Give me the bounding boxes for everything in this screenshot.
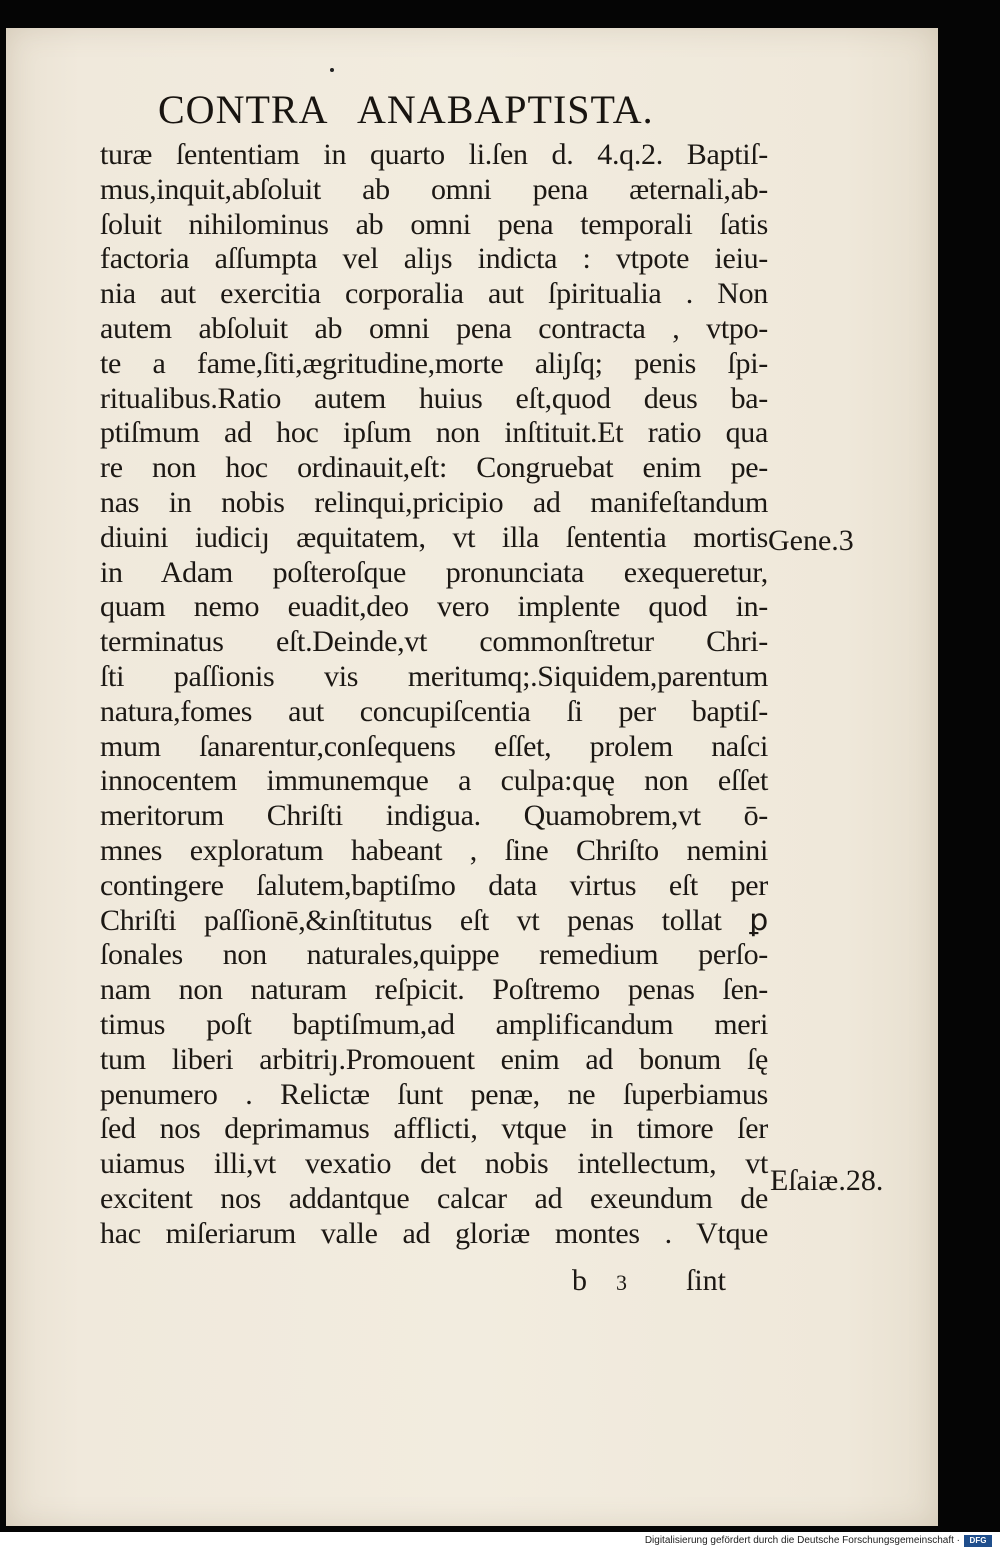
margin-note-esaiae: Eſaiæ.28. bbox=[770, 1164, 884, 1197]
text-line: excitent nos addantque calcar ad exeundum de bbox=[100, 1181, 768, 1215]
body-text bbox=[100, 138, 768, 1252]
text-line: diuini iudiciȷ æquitatem, vt illa ſententia mortis bbox=[100, 520, 768, 554]
book-page bbox=[6, 28, 938, 1526]
text-line: ſonales non naturales,quippe remedium perſo- bbox=[100, 938, 768, 972]
text-line: innocentem immunemque a culpa:quę non eſſet bbox=[100, 764, 768, 798]
signature-line bbox=[572, 1264, 726, 1298]
text-line: ſed nos deprimamus afflicti, vtque in timore ſer bbox=[100, 1112, 768, 1146]
text-line: timus poſt baptiſmum,ad amplificandum meri bbox=[100, 1007, 768, 1041]
footer-credit: Digitalisierung gefördert durch die Deutsche Forschungsgemeinschaft · bbox=[644, 1535, 960, 1546]
text-line: mnes exploratum habeant , ſine Chriſto nemini bbox=[100, 833, 768, 867]
text-line: mum ſanarentur,conſequens eſſet, prolem naſci bbox=[100, 729, 768, 763]
signature-number: 3 bbox=[616, 1270, 627, 1295]
text-line: turæ ſententiam in quarto li.ſen d. 4.q.2. Baptiſ- bbox=[100, 138, 768, 171]
catchword: ſint bbox=[686, 1264, 727, 1297]
signature-mark: b bbox=[572, 1264, 587, 1297]
text-line: te a fame,ſiti,ægritudine,morte aliȷſq; penis ſpi- bbox=[100, 346, 768, 380]
margin-note-gene: Gene.3 bbox=[768, 524, 854, 557]
text-line: uiamus illi,vt vexatio det nobis intellectum, vt bbox=[100, 1147, 768, 1181]
text-line: ſoluit nihilominus ab omni pena temporali ſatis bbox=[100, 207, 768, 241]
text-line: nia aut exercitia corporalia aut ſpiritualia . Non bbox=[100, 277, 768, 311]
running-head: CONTRA ANABAPTISTA. bbox=[158, 87, 654, 132]
text-line: contingere ſalutem,baptiſmo data virtus eſt per bbox=[100, 868, 768, 902]
text-line: quam nemo euadit,deo vero implente quod in- bbox=[100, 590, 768, 624]
text-line: Chriſti paſſionē,&inſtitutus eſt vt penas tollat ꝑ bbox=[100, 903, 768, 937]
text-line: hac miſeriarum valle ad gloriæ montes . Vtque bbox=[100, 1216, 768, 1250]
text-line: autem abſoluit ab omni pena contracta , vtpo- bbox=[100, 311, 768, 345]
text-line: factoria aſſumpta vel aliȷs indicta : vtpote ieiu- bbox=[100, 242, 768, 276]
text-line: terminatus eſt.Deinde,vt commonſtretur Chri- bbox=[100, 625, 768, 659]
text-line: natura,fomes aut concupiſcentia ſi per baptiſ- bbox=[100, 694, 768, 728]
text-line: tum liberi arbitriȷ.Promouent enim ad bonum ſę bbox=[100, 1042, 768, 1076]
text-line: ritualibus.Ratio autem huius eſt,quod deus ba- bbox=[100, 381, 768, 415]
text-line: in Adam poſteroſque pronunciata exequeretur, bbox=[100, 555, 768, 589]
ink-dot bbox=[330, 68, 334, 72]
text-line: ſti paſſionis vis meritumq;.Siquidem,parentum bbox=[100, 659, 768, 693]
text-line: penumero . Relictæ ſunt penæ, ne ſuperbiamus bbox=[100, 1077, 768, 1111]
text-line: nam non naturam reſpicit. Poſtremo penas ſen- bbox=[100, 973, 768, 1007]
text-line: meritorum Chriſti indigua. Quamobrem,vt ō- bbox=[100, 799, 768, 833]
text-line: mus,inquit,abſoluit ab omni pena æternali,ab- bbox=[100, 172, 768, 206]
text-line: ptiſmum ad hoc ipſum non inſtituit.Et ratio qua bbox=[100, 416, 768, 450]
text-line: re non hoc ordinauit,eſt: Congruebat enim pe- bbox=[100, 451, 768, 485]
text-line: nas in nobis relinqui,pricipio ad manifeſtandum bbox=[100, 485, 768, 519]
dfg-logo: DFG bbox=[964, 1535, 992, 1547]
